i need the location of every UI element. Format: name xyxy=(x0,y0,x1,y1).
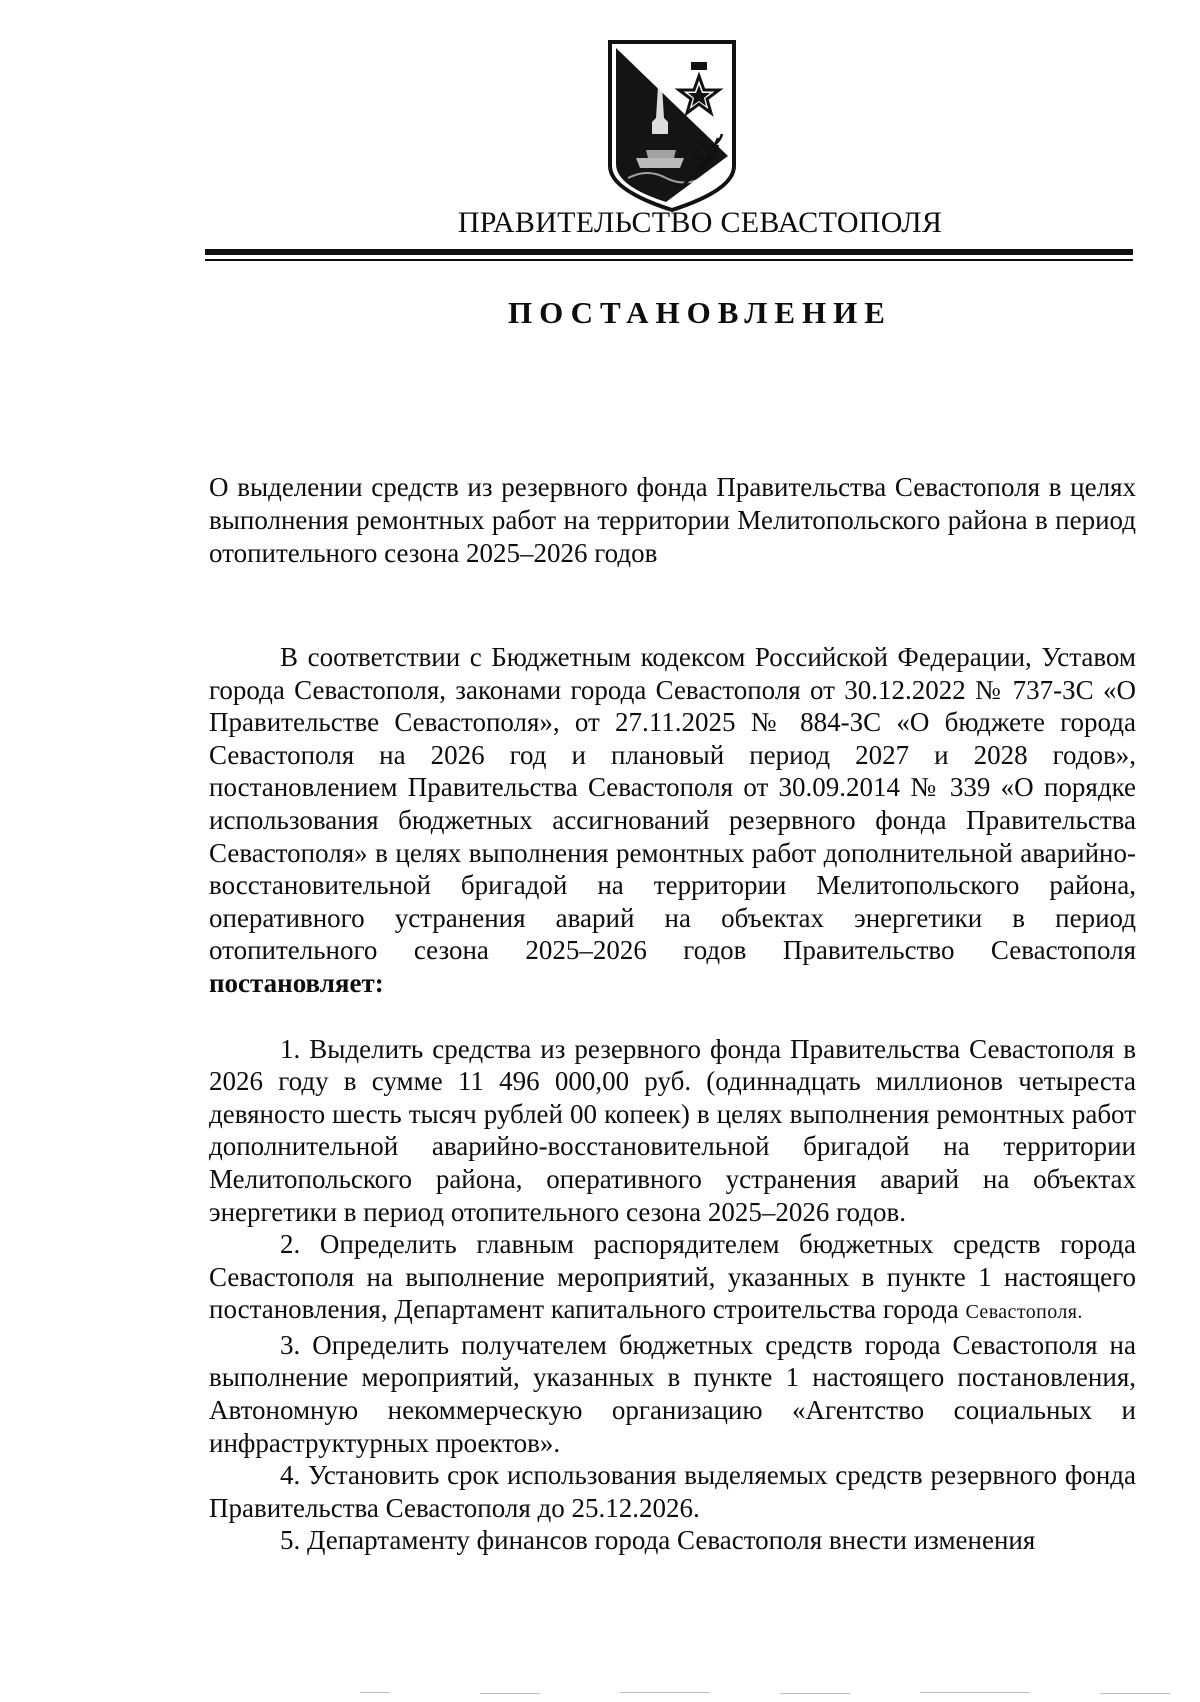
clause-2 xyxy=(209,1228,1136,1329)
header-divider-thick xyxy=(205,249,1133,255)
document-body xyxy=(209,641,1136,1557)
clause-1: 1. Выделить средства из резервного фонда Правительства Севастополя в 2026 году в сумме 11 496 000,00 руб. (одиннадцать миллионов четыреста девяносто шесть тысяч рублей 00 копеек) в целях выполнения ремонтных работ дополнительной аварийно-восстановительной бригадой на территории Мелитопольского района, оперативного устранения аварий на объектах энергетики в период отопительного сезона 2025–2026 годов. xyxy=(209,1033,1136,1227)
clause-2-tail: Севастополя. xyxy=(965,1301,1083,1324)
header-divider-thin xyxy=(205,259,1133,261)
preamble-text: В соответствии с Бюджетным кодексом Российской Федерации, Уставом города Севастополя, законами города Севастополя от 30.12.2022 № 737-ЗС «О Правительстве Севастополя», от 27.11.2025 № 884-ЗС «О бюджете города Севастополя на 2026 год и плановый период 2027 и 2028 годов», постановлением Правительства Севастополя от 30.09.2014 № 339 «О порядке использования бюджетных ассигнований резервного фонда Правительства Севастополя» в целях выполнения ремонтных работ дополнительной аварийно-восстановительной бригадой на территории Мелитопольского района, оперативного устранения аварий на объектах энергетики в период отопительного сезона 2025–2026 годов Правительство Севастополя xyxy=(209,642,1136,966)
clause-3: 3. Определить получателем бюджетных средств города Севастополя на выполнение мероприятий, указанных в пункте 1 настоящего постановления, Автономную некоммерческую организацию «Агентство социальных и инфраструктурных проектов». xyxy=(209,1329,1136,1458)
clause-4: 4. Установить срок использования выделяемых средств резервного фонда Правительства Севастополя до 25.12.2026. xyxy=(209,1460,1136,1523)
document-subject: О выделении средств из резервного фонда Правительства Севастополя в целях выполнения ремонтных работ на территории Мелитопольского района в период отопительного сезона 2025–2026 годов xyxy=(209,472,1136,568)
document-type-heading: ПОСТАНОВЛЕНИЕ xyxy=(508,295,892,330)
preamble-resolves-word: постановляет: xyxy=(209,967,384,998)
scan-noise-dots xyxy=(360,1690,1180,1696)
preamble-paragraph xyxy=(209,641,1136,1000)
clause-5: 5. Департаменту финансов города Севастополя внести изменения xyxy=(280,1525,1036,1556)
sevastopol-coat-of-arms-emblem xyxy=(606,38,738,214)
organization-name: ПРАВИТЕЛЬСТВО СЕВАСТОПОЛЯ xyxy=(457,206,943,239)
clause-2-text: 2. Определить главным распорядителем бюджетных средств города Севастополя на выполнение мероприятий, указанных в пункте 1 настоящего постановления, Департамент капитального строительства города xyxy=(209,1229,1136,1325)
